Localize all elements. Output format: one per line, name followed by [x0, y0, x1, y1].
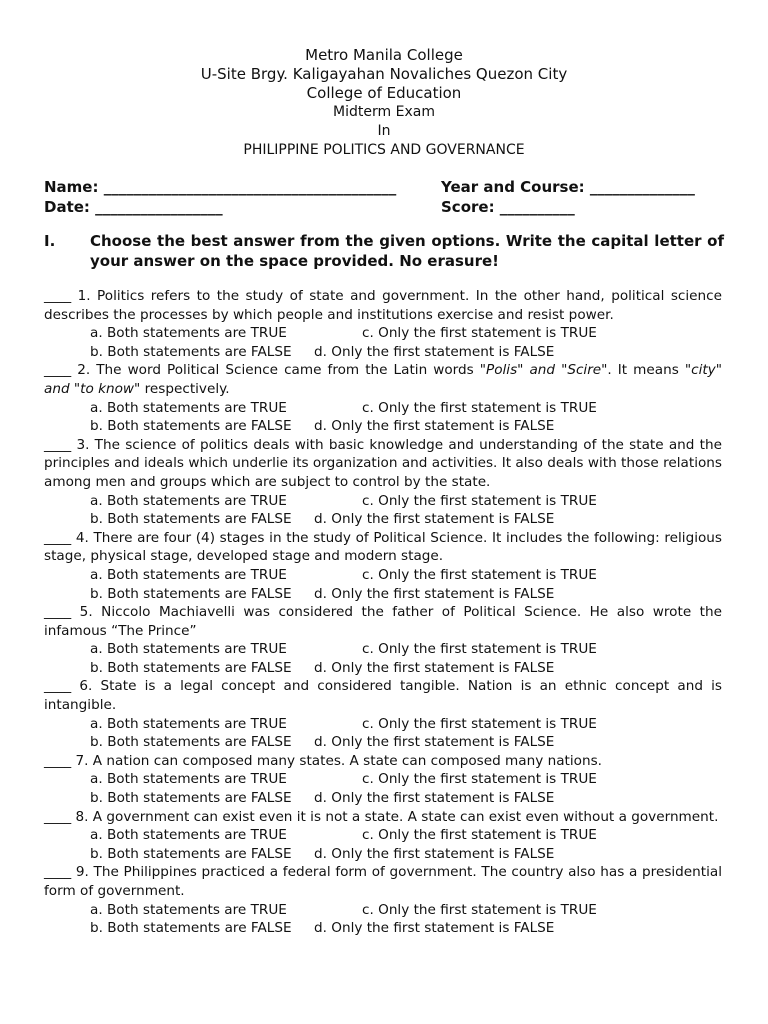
option-c: c. Only the first statement is TRUE — [362, 641, 597, 658]
option-c: c. Only the first statement is TRUE — [362, 566, 597, 583]
question-item — [44, 677, 722, 751]
question-item — [44, 436, 722, 529]
name-field[interactable]: Name: _______________________________________ — [44, 178, 397, 196]
student-fields — [44, 177, 724, 217]
question-item — [44, 603, 722, 677]
option-b: b. Both statements are FALSE — [90, 734, 292, 751]
question-text-part: ____ 2. The word Political Science came from the Latin words — [44, 362, 480, 379]
section-number: I. — [44, 232, 56, 250]
question-item — [44, 863, 722, 937]
option-a: a. Both statements are TRUE — [90, 325, 287, 342]
question-item — [44, 361, 722, 435]
option-b: b. Both statements are FALSE — [90, 585, 292, 602]
question-list — [44, 287, 722, 938]
question-text — [44, 361, 722, 398]
exam-in: In — [377, 123, 391, 139]
question-emphasis: "city" and "to know" — [44, 362, 722, 397]
question-text: ____ 3. The science of politics deals with basic knowledge and understanding of the state and the principles and ideals which underlie its organization and activities. It also deals with those relations among men and groups which are subject to control by the state. — [44, 436, 722, 490]
date-field[interactable]: Date: _________________ — [44, 198, 223, 216]
school-name: Metro Manila College — [305, 46, 463, 64]
question-text: ____ 1. Politics refers to the study of state and government. In the other hand, political science describes the processes by which people and institutions exercise and resist power. — [44, 288, 722, 323]
year-course-field[interactable]: Year and Course: ______________ — [441, 178, 695, 196]
option-d: d. Only the first statement is FALSE — [314, 659, 555, 676]
question-item — [44, 752, 722, 808]
option-d: d. Only the first statement is FALSE — [314, 845, 555, 862]
question-item — [44, 529, 722, 603]
option-b: b. Both statements are FALSE — [90, 920, 292, 937]
option-a: a. Both statements are TRUE — [90, 715, 287, 732]
option-a: a. Both statements are TRUE — [90, 641, 287, 658]
question-text: ____ 6. State is a legal concept and considered tangible. Nation is an ethnic concept and is intangible. — [44, 678, 722, 714]
question-text: ____ 4. There are four (4) stages in the study of Political Science. It includes the following: religious stage, physical stage, developed stage and modern stage. — [44, 529, 722, 565]
option-a: a. Both statements are TRUE — [90, 827, 287, 844]
question-emphasis: "Polis" and "Scire" — [479, 362, 608, 379]
score-field[interactable]: Score: __________ — [441, 198, 575, 216]
option-b: b. Both statements are FALSE — [90, 845, 292, 862]
option-c: c. Only the first statement is TRUE — [362, 399, 597, 416]
option-d: d. Only the first statement is FALSE — [314, 734, 555, 751]
option-d: d. Only the first statement is FALSE — [314, 343, 555, 360]
option-c: c. Only the first statement is TRUE — [362, 901, 597, 918]
option-a: a. Both statements are TRUE — [90, 901, 287, 918]
question-item — [44, 808, 722, 864]
option-a: a. Both statements are TRUE — [90, 399, 287, 416]
option-d: d. Only the first statement is FALSE — [314, 511, 555, 528]
question-item — [44, 287, 722, 361]
school-address: U-Site Brgy. Kaligayahan Novaliches Quezon City — [200, 65, 568, 83]
option-b: b. Both statements are FALSE — [90, 511, 292, 528]
option-a: a. Both statements are TRUE — [90, 771, 287, 788]
option-c: c. Only the first statement is TRUE — [362, 325, 597, 342]
option-d: d. Only the first statement is FALSE — [314, 920, 555, 937]
option-a: a. Both statements are TRUE — [90, 492, 287, 509]
exam-header — [0, 46, 768, 160]
exam-type: Midterm Exam — [333, 104, 435, 120]
question-text: ____ 7. A nation can composed many states. A state can composed many nations. — [44, 752, 602, 769]
option-d: d. Only the first statement is FALSE — [314, 790, 555, 807]
option-c: c. Only the first statement is TRUE — [362, 715, 597, 732]
instructions — [44, 231, 724, 271]
option-a: a. Both statements are TRUE — [90, 566, 287, 583]
question-text-part: respectively. — [140, 380, 230, 397]
question-text: ____ 9. The Philippines practiced a federal form of government. The country also has a presidential form of government. — [44, 864, 722, 899]
question-text: ____ 5. Niccolo Machiavelli was considered the father of Political Science. He also wrote the infamous “The Prince” — [44, 604, 722, 639]
option-d: d. Only the first statement is FALSE — [314, 418, 555, 435]
option-b: b. Both statements are FALSE — [90, 418, 292, 435]
option-c: c. Only the first statement is TRUE — [362, 827, 597, 844]
option-b: b. Both statements are FALSE — [90, 659, 292, 676]
question-text: ____ 8. A government can exist even it is not a state. A state can exist even without a government. — [44, 808, 719, 825]
college-name: College of Education — [306, 84, 462, 102]
option-c: c. Only the first statement is TRUE — [362, 771, 597, 788]
subject-title: PHILIPPINE POLITICS AND GOVERNANCE — [243, 142, 525, 158]
option-b: b. Both statements are FALSE — [90, 343, 292, 360]
option-b: b. Both statements are FALSE — [90, 790, 292, 807]
option-c: c. Only the first statement is TRUE — [362, 492, 597, 509]
question-text-part: . It means — [607, 362, 685, 379]
instructions-text: Choose the best answer from the given options. Write the capital letter of your answer on the space provided. No erasure! — [90, 232, 724, 270]
option-d: d. Only the first statement is FALSE — [314, 585, 555, 602]
